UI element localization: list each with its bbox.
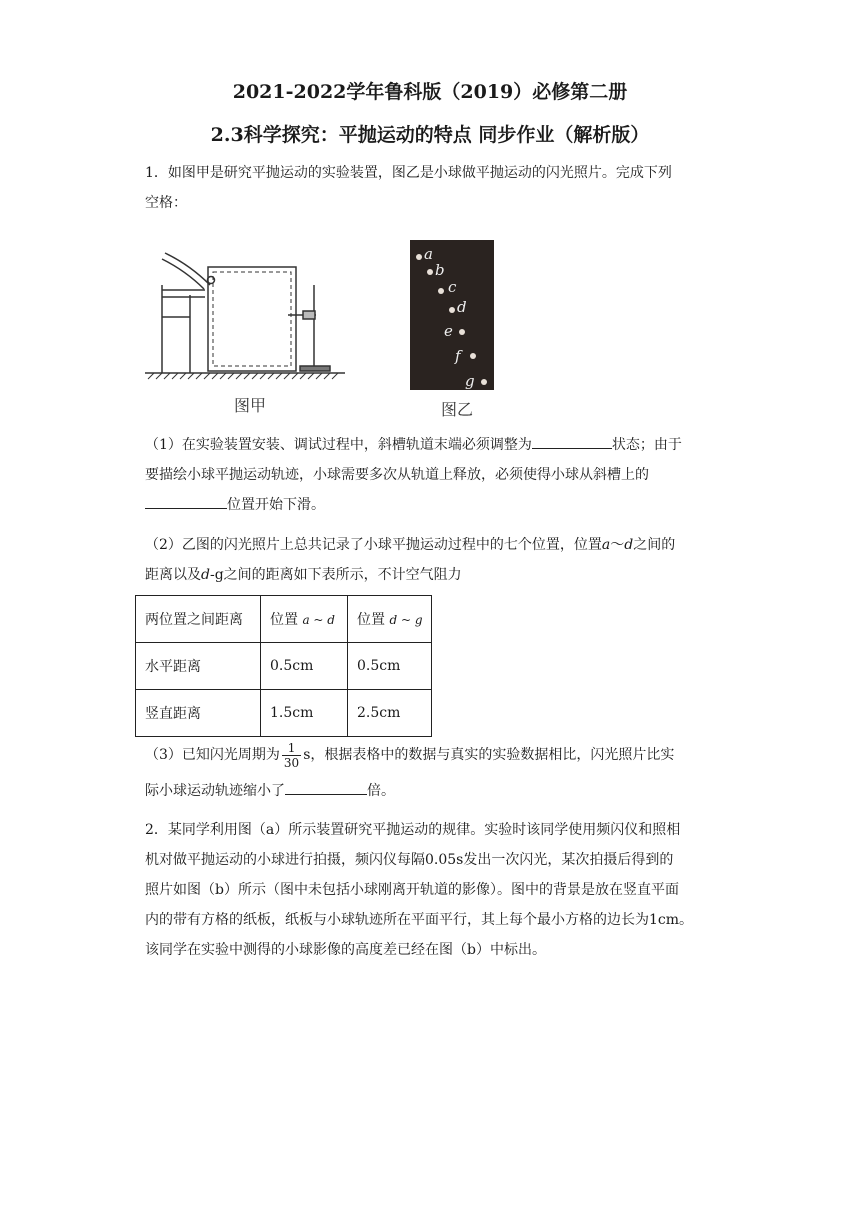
part2-text-c: 距离以及: [145, 567, 201, 583]
q2-line4: 内的带有方格的纸板，纸板与小球轨迹所在平面平行，其上每个最小方格的边长为1cm。: [145, 912, 694, 928]
q2-line5: 该同学在实验中测得的小球影像的高度差已经在图（b）中标出。: [145, 942, 546, 958]
part2-text-b: 之间的: [633, 537, 676, 553]
part3-text-b: ，根据表格中的数据与真实的实验数据相比，闪光照片比实: [310, 747, 675, 763]
period-fraction: $\frac{1}{30}$: [283, 740, 300, 770]
part3-text-d: 倍。: [367, 783, 395, 799]
document-subtitle: 2.3科学探究：平抛运动的特点 同步作业（解析版）: [210, 124, 650, 146]
table-cell: 竖直距离: [136, 690, 261, 737]
table-header-cell: 位置 d ~ g: [348, 596, 432, 643]
photo-label-a: a: [424, 245, 433, 263]
document-title: 2021-2022学年鲁科版（2019）必修第二册: [232, 81, 628, 103]
q1-part3: [145, 740, 715, 806]
q2-line1: 2．某同学利用图（a）所示装置研究平抛运动的规律。实验时该同学使用频闪仪和照相: [145, 822, 681, 838]
var-a: a: [601, 537, 611, 553]
part1-text-c: 要描绘小球平抛运动轨迹，小球需要多次从轨道上释放，必须使得小球从斜槽上的: [145, 467, 649, 483]
flash-photo-figure: [410, 240, 494, 390]
fig-left-caption: 图甲: [234, 396, 267, 415]
q1-part1: [145, 430, 715, 520]
var-d2: d: [201, 567, 210, 583]
table-row: [136, 643, 432, 690]
q1-stem-line2: 空格：: [145, 195, 187, 211]
part1-text-d: 位置开始下滑。: [227, 497, 325, 513]
answer-blank-2[interactable]: [145, 494, 227, 509]
part1-text-b: 状态；由于: [611, 437, 682, 453]
table-header-row: [136, 596, 432, 643]
apparatus-figure: [140, 245, 350, 380]
table-cell: 0.5cm: [261, 643, 348, 690]
q1-stem-line1: 1．如图甲是研究平抛运动的实验装置，图乙是小球做平抛运动的闪光照片。完成下列: [145, 165, 672, 181]
q2-line3: 照片如图（b）所示（图中未包括小球刚离开轨道的影像）。图中的背景是放在竖直平面: [145, 882, 679, 898]
fig-right-caption: 图乙: [441, 400, 474, 419]
q2-body: [145, 815, 720, 965]
table-header-cell: 两位置之间距离: [136, 596, 261, 643]
photo-label-c: c: [448, 278, 457, 296]
photo-label-d: d: [457, 298, 467, 316]
table-header-cell: 位置 a ~ d: [261, 596, 348, 643]
q2-line2: 机对做平抛运动的小球进行拍摄，频闪仪每隔0.05s发出一次闪光，某次拍摄后得到的: [145, 852, 674, 868]
photo-label-f: f: [455, 347, 461, 365]
dash-g: -g: [209, 567, 224, 583]
table-row: [136, 690, 432, 737]
table-cell: 1.5cm: [261, 690, 348, 737]
photo-label-b: b: [435, 261, 445, 279]
table-cell: 水平距离: [136, 643, 261, 690]
period-unit: s: [303, 747, 311, 763]
photo-label-g: g: [465, 372, 475, 390]
q1-stem: [145, 158, 715, 218]
tilde: ～: [610, 537, 625, 553]
table-cell: 2.5cm: [348, 690, 432, 737]
answer-blank-1[interactable]: [532, 434, 612, 449]
var-d: d: [624, 537, 634, 553]
part2-text-a: （2）乙图的闪光照片上总共记录了小球平抛运动过程中的七个位置，位置: [145, 537, 602, 553]
part1-text-a: （1）在实验装置安装、调试过程中，斜槽轨道末端必须调整为: [145, 437, 532, 453]
answer-blank-3[interactable]: [285, 780, 367, 795]
part3-text-c: 际小球运动轨迹缩小了: [145, 783, 285, 799]
part3-text-a: （3）已知闪光周期为: [145, 747, 280, 763]
distance-table: [135, 595, 432, 737]
part2-text-d: 之间的距离如下表所示，不计空气阻力: [223, 567, 462, 583]
q1-part2: [145, 530, 715, 590]
table-cell: 0.5cm: [348, 643, 432, 690]
photo-label-e: e: [444, 322, 453, 340]
